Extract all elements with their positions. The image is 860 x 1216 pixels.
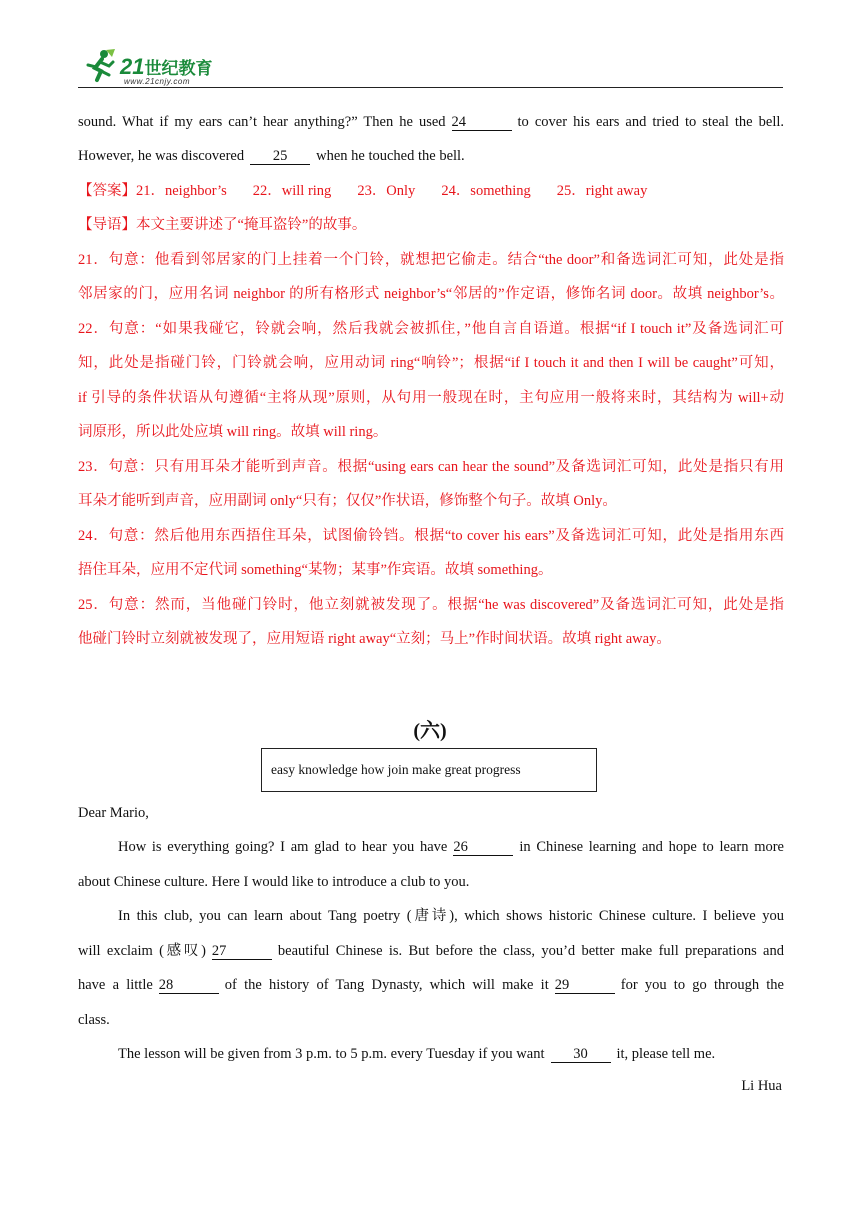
letter-line: about Chinese culture. Here I would like to introduce a club to you.: [78, 874, 470, 890]
answer-key: [78, 181, 784, 201]
answer-label: 【答案】: [78, 183, 136, 199]
logo-text: 21世纪教育: [120, 54, 213, 79]
answer-item: 21．neighbor’s: [136, 183, 227, 199]
answer-item: 25．right away: [556, 183, 648, 199]
answer-item: 24．something: [441, 183, 531, 199]
explanation-line: 捂住耳朵，应用不定代词 something“某物；某事”作宾语。故填 something。: [78, 562, 553, 578]
explanation-line: 25．句意：然而，当他碰门铃时，他立刻就被发现了。根据“he was discovered”及备选词汇可知，此处是指: [78, 597, 784, 613]
explanation-line: 词原形，所以此处应填 will ring。故填 will ring。: [78, 424, 388, 440]
letter-line: class.: [78, 1012, 110, 1028]
letter-line: How is everything going? I am glad to hear you have 26 in Chinese learning and hope to learn more: [118, 839, 784, 855]
explanation-line: 24．句意：然后他用东西捂住耳朵，试图偷铃铛。根据“to cover his ears”及备选词汇可知，此处是指用东西: [78, 528, 784, 544]
page-header: [78, 44, 783, 90]
explanation-line: 耳朵才能听到声音，应用副词 only“只有；仅仅”作状语，修饰整个句子。故填 Only。: [78, 493, 617, 509]
explanation-line: if 引导的条件状语从句遵循“主将从现”原则，从句用一般现在时，主句应用一般将来时，其结构为 will+动: [78, 390, 784, 406]
header-divider: [78, 87, 783, 88]
explanation-line: 23．句意：只有用耳朵才能听到声音。根据“using ears can hear the sound”及备选词汇可知，此处是指只有用: [78, 459, 784, 475]
word-bank-box: [261, 748, 597, 792]
blank-26: 26: [453, 839, 513, 856]
answer-item: 22．will ring: [252, 183, 332, 199]
guide-text: 【导语】本文主要讲述了“掩耳盗铃”的故事。: [78, 217, 367, 233]
answer-item: 23．Only: [357, 183, 416, 199]
blank-30: 30: [551, 1046, 611, 1063]
passage-line: sound. What if my ears can’t hear anything?” Then he used 24 to cover his ears and tried to steal the bell.: [78, 114, 784, 130]
blank-24: 24: [452, 114, 512, 131]
brand-logo: [78, 44, 258, 90]
explanation-line: 他碰门铃时立刻就被发现了，应用短语 right away“立刻；马上”作时间状语。故填 right away。: [78, 631, 671, 647]
section-title: (六): [413, 720, 447, 742]
blank-25: 25: [250, 148, 310, 165]
runner-logo-icon: [82, 48, 118, 84]
blank-27: 27: [212, 943, 272, 960]
letter-greeting: Dear Mario,: [78, 805, 149, 821]
logo-url: www.21cnjy.com: [124, 77, 190, 86]
explanation-line: 22．句意：“如果我碰它，铃就会响，然后我就会被抓住，”他自言自语道。根据“if I touch it”及备选词汇可: [78, 321, 784, 337]
letter-line: have a little 28 of the history of Tang Dynasty, which will make it 29 for you to go through the: [78, 977, 784, 993]
blank-29: 29: [555, 977, 615, 994]
passage-line: However, he was discovered 25 when he touched the bell.: [78, 148, 465, 164]
blank-28: 28: [159, 977, 219, 994]
letter-line: will exclaim (感叹) 27 beautiful Chinese is. But before the class, you’d better make full preparations and: [78, 943, 784, 959]
word-bank: easy knowledge how join make great progress: [271, 762, 521, 777]
letter-line: The lesson will be given from 3 p.m. to 5 p.m. every Tuesday if you want 30 it, please tell me.: [118, 1046, 716, 1062]
explanation-line: 邻居家的门，应用名词 neighbor 的所有格形式 neighbor’s“邻居的”作定语，修饰名词 door。故填 neighbor’s。: [78, 286, 784, 302]
letter-line: In this club, you can learn about Tang poetry (唐诗), which shows historic Chinese culture. I believe you: [118, 908, 784, 924]
explanation-line: 21．句意：他看到邻居家的门上挂着一个门铃，就想把它偷走。结合“the door”和备选词汇可知，此处是指: [78, 252, 784, 268]
letter-signature: Li Hua: [741, 1078, 782, 1094]
explanation-line: 知，此处是指碰门铃，门铃就会响，应用动词 ring“响铃”；根据“if I touch it and then I will be caught”可知，: [78, 355, 784, 371]
